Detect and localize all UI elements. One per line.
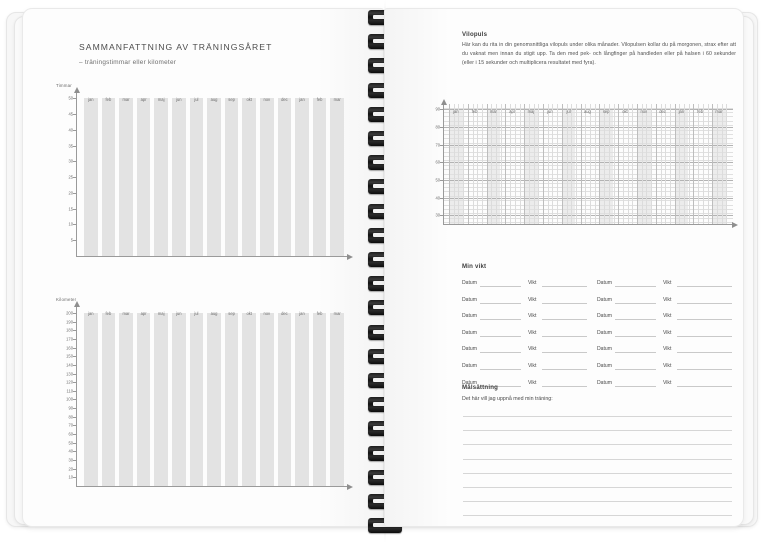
grid-line-minor-v xyxy=(529,104,530,225)
weight-value-input-rule[interactable] xyxy=(542,286,587,287)
bar xyxy=(278,98,292,256)
grid-line-minor-v xyxy=(538,104,539,225)
x-tick-label: feb xyxy=(316,311,323,316)
weight-value-label: Vikt xyxy=(663,379,672,386)
y-tick xyxy=(73,434,77,435)
writing-line[interactable] xyxy=(463,430,732,431)
y-tick xyxy=(73,365,77,366)
grid-line-minor-v xyxy=(501,104,502,225)
y-tick xyxy=(73,348,77,349)
y-tick xyxy=(73,408,77,409)
y-axis-arrow-icon xyxy=(441,99,447,105)
y-tick-label: 90 xyxy=(68,405,73,411)
weight-value-input-rule[interactable] xyxy=(542,336,587,337)
grid-line-major-v xyxy=(524,104,525,225)
weight-date-label: Datum xyxy=(597,379,613,386)
y-tick-label: 60 xyxy=(435,159,440,165)
grid-line-minor-v xyxy=(571,104,572,225)
y-tick-label: 40 xyxy=(68,448,73,454)
grid-line-minor-v xyxy=(548,104,549,225)
y-tick-label: 20 xyxy=(68,466,73,472)
weight-value-input-rule[interactable] xyxy=(542,303,587,304)
y-tick-label: 200 xyxy=(66,310,73,316)
bar xyxy=(225,98,239,256)
bar xyxy=(260,98,274,256)
grid-line-minor-v xyxy=(520,104,521,225)
y-tick xyxy=(73,339,77,340)
y-tick-label: 90 xyxy=(435,106,440,112)
y-tick-label: 150 xyxy=(66,353,73,359)
y-tick xyxy=(73,224,77,225)
bar xyxy=(84,313,98,486)
y-tick-label: 100 xyxy=(66,396,73,402)
weight-date-label: Datum xyxy=(462,329,478,336)
x-tick-label: feb xyxy=(316,97,323,102)
bar xyxy=(330,313,344,486)
weight-value-input-rule[interactable] xyxy=(677,369,732,370)
weight-date-input-rule[interactable] xyxy=(615,369,656,370)
hours-chart-y-label: Timmar xyxy=(56,83,72,88)
writing-line[interactable] xyxy=(463,473,732,474)
y-tick xyxy=(73,322,77,323)
weight-value-label: Vikt xyxy=(663,313,672,320)
x-tick-label: okt xyxy=(246,97,252,102)
weight-date-input-rule[interactable] xyxy=(615,286,656,287)
grid-line-major-v xyxy=(505,104,506,225)
grid-line-minor-v xyxy=(632,104,633,225)
weight-value-input-rule[interactable] xyxy=(677,303,732,304)
grid-line-minor-v xyxy=(458,104,459,225)
bar xyxy=(295,313,309,486)
x-tick-label: jul xyxy=(194,97,199,102)
weight-value-input-rule[interactable] xyxy=(677,319,732,320)
y-tick-label: 30 xyxy=(68,158,73,164)
y-tick xyxy=(73,460,77,461)
km-chart-y-label: Kilometer xyxy=(56,297,77,302)
y-tick xyxy=(73,425,77,426)
bar xyxy=(119,98,133,256)
x-tick-label: okt xyxy=(622,109,628,114)
weight-value-label: Vikt xyxy=(528,280,537,286)
weight-value-input-rule[interactable] xyxy=(677,336,732,337)
grid-line-minor-v xyxy=(576,104,577,225)
bar xyxy=(260,313,274,486)
y-axis xyxy=(76,92,77,257)
y-tick xyxy=(73,130,77,131)
y-tick-label: 180 xyxy=(66,327,73,333)
grid-line-minor-v xyxy=(567,104,568,225)
x-tick-label: jun xyxy=(176,97,182,102)
weight-value-label: Vikt xyxy=(528,329,537,336)
y-tick-label: 60 xyxy=(68,431,73,437)
grid-line-minor-v xyxy=(684,104,685,225)
bar xyxy=(207,98,221,256)
grid-line-major-v xyxy=(562,104,563,225)
x-tick-label: jan xyxy=(453,109,459,114)
writing-line[interactable] xyxy=(463,444,732,445)
y-tick xyxy=(73,374,77,375)
y-tick-label: 15 xyxy=(68,206,73,212)
weight-date-input-rule[interactable] xyxy=(480,286,521,287)
x-tick-label: jul xyxy=(566,109,571,114)
grid-line-minor-v xyxy=(482,104,483,225)
y-tick xyxy=(73,313,77,314)
weight-date-label: Datum xyxy=(462,296,478,303)
y-tick-label: 50 xyxy=(68,95,73,101)
grid-line-major-v xyxy=(449,104,450,225)
y-tick xyxy=(73,209,77,210)
grid-line-major-v xyxy=(468,104,469,225)
y-tick-label: 70 xyxy=(68,422,73,428)
bar xyxy=(330,98,344,256)
x-tick-label: feb xyxy=(471,109,478,114)
y-tick xyxy=(73,391,77,392)
grid-line-minor-v xyxy=(642,104,643,225)
y-tick-label: 40 xyxy=(435,195,440,201)
weight-date-label: Datum xyxy=(597,363,613,369)
weight-date-label: Datum xyxy=(597,346,613,353)
x-tick-label: mar xyxy=(333,311,341,316)
x-tick-label: nov xyxy=(263,311,271,316)
grid-line-minor-v xyxy=(552,104,553,225)
weight-value-label: Vikt xyxy=(528,346,537,353)
weight-heading: Min vikt xyxy=(462,263,487,270)
weight-date-label: Datum xyxy=(462,280,478,286)
y-tick-label: 20 xyxy=(68,190,73,196)
weight-value-label: Vikt xyxy=(663,363,672,369)
x-tick-label: jan xyxy=(299,311,305,316)
grid-line-major-v xyxy=(618,104,619,225)
weight-date-label: Datum xyxy=(462,346,478,353)
grid-line-minor-v xyxy=(726,104,727,225)
x-axis-arrow-icon xyxy=(347,254,353,260)
page-title: SAMMANFATTNING AV TRÄNINGSÅRET xyxy=(79,42,273,52)
x-tick-label: mar xyxy=(715,109,723,114)
x-tick-label: maj xyxy=(157,97,165,102)
grid-line-minor-v xyxy=(614,104,615,225)
weight-value-label: Vikt xyxy=(528,379,537,386)
grid-line-minor-v xyxy=(679,104,680,225)
weight-value-label: Vikt xyxy=(663,346,672,353)
x-tick-label: okt xyxy=(246,311,252,316)
weight-date-input-rule[interactable] xyxy=(615,303,656,304)
grid-line-minor-v xyxy=(698,104,699,225)
weight-date-input-rule[interactable] xyxy=(480,303,521,304)
bar xyxy=(102,98,116,256)
x-tick-label: aug xyxy=(583,109,591,114)
weight-value-label: Vikt xyxy=(663,329,672,336)
bar xyxy=(172,98,186,256)
y-tick-label: 110 xyxy=(66,388,73,394)
bar xyxy=(313,98,327,256)
weight-date-input-rule[interactable] xyxy=(615,352,656,353)
weight-value-label: Vikt xyxy=(663,280,672,286)
bar xyxy=(154,98,168,256)
grid-line-minor-v xyxy=(661,104,662,225)
x-tick-label: sep xyxy=(228,311,235,316)
grid-line-major-v xyxy=(637,104,638,225)
bar xyxy=(190,98,204,256)
x-tick-label: jan xyxy=(88,311,94,316)
x-tick-label: dec xyxy=(281,97,288,102)
weight-value-input-rule[interactable] xyxy=(677,352,732,353)
grid-line-major-v xyxy=(675,104,676,225)
y-tick xyxy=(73,114,77,115)
y-tick xyxy=(73,382,77,383)
x-tick-label: apr xyxy=(509,109,516,114)
weight-value-input-rule[interactable] xyxy=(542,319,587,320)
y-tick xyxy=(73,193,77,194)
y-tick-label: 70 xyxy=(435,142,440,148)
y-tick xyxy=(73,177,77,178)
grid-line-major-v xyxy=(656,104,657,225)
weight-value-label: Vikt xyxy=(528,363,537,369)
grid-line-minor-v xyxy=(454,104,455,225)
x-tick-label: maj xyxy=(157,311,165,316)
x-tick-label: apr xyxy=(140,97,147,102)
x-tick-label: jan xyxy=(88,97,94,102)
y-tick xyxy=(70,237,77,243)
y-tick-label: 80 xyxy=(435,124,440,130)
y-tick xyxy=(73,443,77,444)
x-tick-label: jun xyxy=(547,109,553,114)
hours-bar-chart xyxy=(68,92,348,257)
bar xyxy=(154,313,168,486)
page-subtitle: – träningstimmar eller kilometer xyxy=(79,59,177,66)
grid-line-minor-v xyxy=(534,104,535,225)
x-tick-label: sep xyxy=(602,109,610,114)
y-tick xyxy=(73,161,77,162)
y-tick xyxy=(73,451,77,452)
grid-line-minor-v xyxy=(722,104,723,225)
x-axis xyxy=(443,224,733,225)
y-tick-label: 130 xyxy=(66,371,73,376)
grid-line-minor-v xyxy=(590,104,591,225)
weight-date-label: Datum xyxy=(597,329,613,336)
grid-line-minor-v xyxy=(463,104,464,225)
bar xyxy=(172,313,186,486)
y-tick xyxy=(73,330,77,331)
bar xyxy=(119,313,133,486)
x-tick-label: nov xyxy=(263,97,271,102)
y-tick xyxy=(73,356,77,357)
x-tick-label: dec xyxy=(659,109,666,114)
weight-date-input-rule[interactable] xyxy=(615,386,656,387)
writing-line[interactable] xyxy=(463,416,732,417)
x-tick-label: feb xyxy=(105,311,112,316)
pulse-heading: Vilopuls xyxy=(462,31,488,38)
weight-date-input-rule[interactable] xyxy=(480,336,521,337)
kilometer-bar-chart xyxy=(66,306,348,487)
x-tick-label: mar xyxy=(122,97,130,102)
grid-line-minor-v xyxy=(491,104,492,225)
grid-line-major-v xyxy=(712,104,713,225)
y-tick-label: 170 xyxy=(66,336,73,342)
x-tick-label: apr xyxy=(140,311,147,316)
grid-line-major-v xyxy=(581,104,582,225)
bar xyxy=(225,313,239,486)
grid-line-minor-v xyxy=(703,104,704,225)
weight-date-label: Datum xyxy=(597,296,613,303)
grid-line-minor-v xyxy=(557,104,558,225)
bar xyxy=(137,98,151,256)
x-tick-label: jan xyxy=(299,97,305,102)
bar xyxy=(102,313,116,486)
y-tick-label: 30 xyxy=(435,212,440,218)
weight-date-input-rule[interactable] xyxy=(480,319,521,320)
y-tick-label: 40 xyxy=(68,127,73,133)
y-tick-label: 45 xyxy=(68,111,73,117)
pulse-grid-chart xyxy=(435,104,733,225)
goal-prompt: Det här vill jag uppnå med min träning: xyxy=(462,396,553,402)
grid-line-minor-v xyxy=(515,104,516,225)
grid-line-minor-v xyxy=(595,104,596,225)
grid-line-major-v xyxy=(599,104,600,225)
x-axis-arrow-icon xyxy=(732,222,738,228)
pulse-body-text: Här kan du rita in din genomsnittliga vilopuls under olika månader. Vilopulsen kollar du på morgonen, strax efter att du vaknat men innan du stigit upp. Ta den med pek- och långfinger på handleden eller på halsen i 60 sekunder (eller i 15 sekunder och multiplicera resultatet med fyra). xyxy=(462,42,736,67)
y-tick xyxy=(73,477,77,478)
writing-line[interactable] xyxy=(463,501,732,502)
grid-line-minor-v xyxy=(708,104,709,225)
weight-date-input-rule[interactable] xyxy=(615,336,656,337)
weight-value-input-rule[interactable] xyxy=(542,352,587,353)
y-axis xyxy=(443,104,444,225)
bar xyxy=(207,313,221,486)
goal-heading: Målsättning xyxy=(462,384,499,391)
x-axis xyxy=(76,486,348,487)
x-tick-label: jun xyxy=(176,311,182,316)
weight-value-input-rule[interactable] xyxy=(677,386,732,387)
y-tick-label: 35 xyxy=(68,143,73,149)
y-tick-label: 10 xyxy=(68,221,73,227)
grid-line-minor-v xyxy=(623,104,624,225)
grid-line-minor-v xyxy=(496,104,497,225)
weight-date-input-rule[interactable] xyxy=(480,352,521,353)
weight-value-label: Vikt xyxy=(528,296,537,303)
y-tick-label: 140 xyxy=(66,362,73,368)
x-axis-arrow-icon xyxy=(347,484,353,490)
x-tick-label: feb xyxy=(105,97,112,102)
grid-line-minor-v xyxy=(670,104,671,225)
y-axis-arrow-icon xyxy=(74,301,80,307)
x-tick-label: nov xyxy=(640,109,648,114)
grid-line-minor-v xyxy=(473,104,474,225)
bar xyxy=(242,98,256,256)
bar xyxy=(313,313,327,486)
weight-value-label: Vikt xyxy=(528,313,537,320)
bar xyxy=(242,313,256,486)
weight-value-label: Vikt xyxy=(663,296,672,303)
x-tick-label: dec xyxy=(281,311,288,316)
x-tick-label: jul xyxy=(194,311,199,316)
grid-line-minor-v xyxy=(717,104,718,225)
grid-line-major-v xyxy=(487,104,488,225)
x-tick-label: mar xyxy=(333,97,341,102)
weight-date-label: Datum xyxy=(597,280,613,286)
bar xyxy=(137,313,151,486)
y-tick xyxy=(73,469,77,470)
weight-date-label: Datum xyxy=(597,313,613,320)
y-tick-label: 80 xyxy=(68,414,73,420)
y-tick xyxy=(73,399,77,400)
grid-line-major-v xyxy=(693,104,694,225)
weight-date-input-rule[interactable] xyxy=(480,369,521,370)
y-tick-label: 10 xyxy=(68,474,73,480)
y-tick-label: 25 xyxy=(68,174,73,180)
weight-date-label: Datum xyxy=(462,313,478,320)
bar xyxy=(84,98,98,256)
weight-date-input-rule[interactable] xyxy=(615,319,656,320)
bar xyxy=(190,313,204,486)
x-tick-label: feb xyxy=(697,109,704,114)
y-tick-label: 120 xyxy=(66,379,73,385)
writing-line[interactable] xyxy=(463,515,732,516)
weight-value-input-rule[interactable] xyxy=(542,369,587,370)
grid-line-minor-v xyxy=(646,104,647,225)
bar xyxy=(278,313,292,486)
grid-line-minor-v xyxy=(585,104,586,225)
x-tick-label: jan xyxy=(678,109,685,114)
writing-line[interactable] xyxy=(463,459,732,460)
x-tick-label: aug xyxy=(210,97,218,102)
writing-line[interactable] xyxy=(463,487,732,488)
grid-line-minor-v xyxy=(651,104,652,225)
y-tick-label: 30 xyxy=(68,457,73,463)
weight-date-label: Datum xyxy=(462,379,478,386)
grid-line-minor-v xyxy=(689,104,690,225)
grid-line-major-v xyxy=(543,104,544,225)
y-tick-label: 190 xyxy=(66,319,73,325)
weight-value-input-rule[interactable] xyxy=(542,386,587,387)
grid-line-minor-v xyxy=(628,104,629,225)
bar xyxy=(295,98,309,256)
y-tick xyxy=(73,98,77,99)
y-axis-arrow-icon xyxy=(74,87,80,93)
x-tick-label: aug xyxy=(210,311,218,316)
grid-line-minor-v xyxy=(609,104,610,225)
weight-date-label: Datum xyxy=(462,363,478,369)
x-tick-label: sep xyxy=(228,97,235,102)
y-tick-label: 5 xyxy=(70,237,73,243)
weight-value-input-rule[interactable] xyxy=(677,286,732,287)
grid-line-minor-v xyxy=(665,104,666,225)
x-tick-label: mar xyxy=(489,109,497,114)
y-tick xyxy=(73,417,77,418)
grid-line-minor-v xyxy=(510,104,511,225)
grid-line-minor-v xyxy=(477,104,478,225)
y-tick-label: 50 xyxy=(68,440,73,446)
right-page xyxy=(384,8,744,527)
x-axis xyxy=(76,256,348,257)
y-tick xyxy=(73,146,77,147)
grid-line-minor-v xyxy=(604,104,605,225)
y-tick-label: 50 xyxy=(435,177,440,183)
y-tick-label: 160 xyxy=(66,345,73,351)
x-tick-label: maj xyxy=(527,109,535,114)
x-tick-label: mar xyxy=(122,311,130,316)
